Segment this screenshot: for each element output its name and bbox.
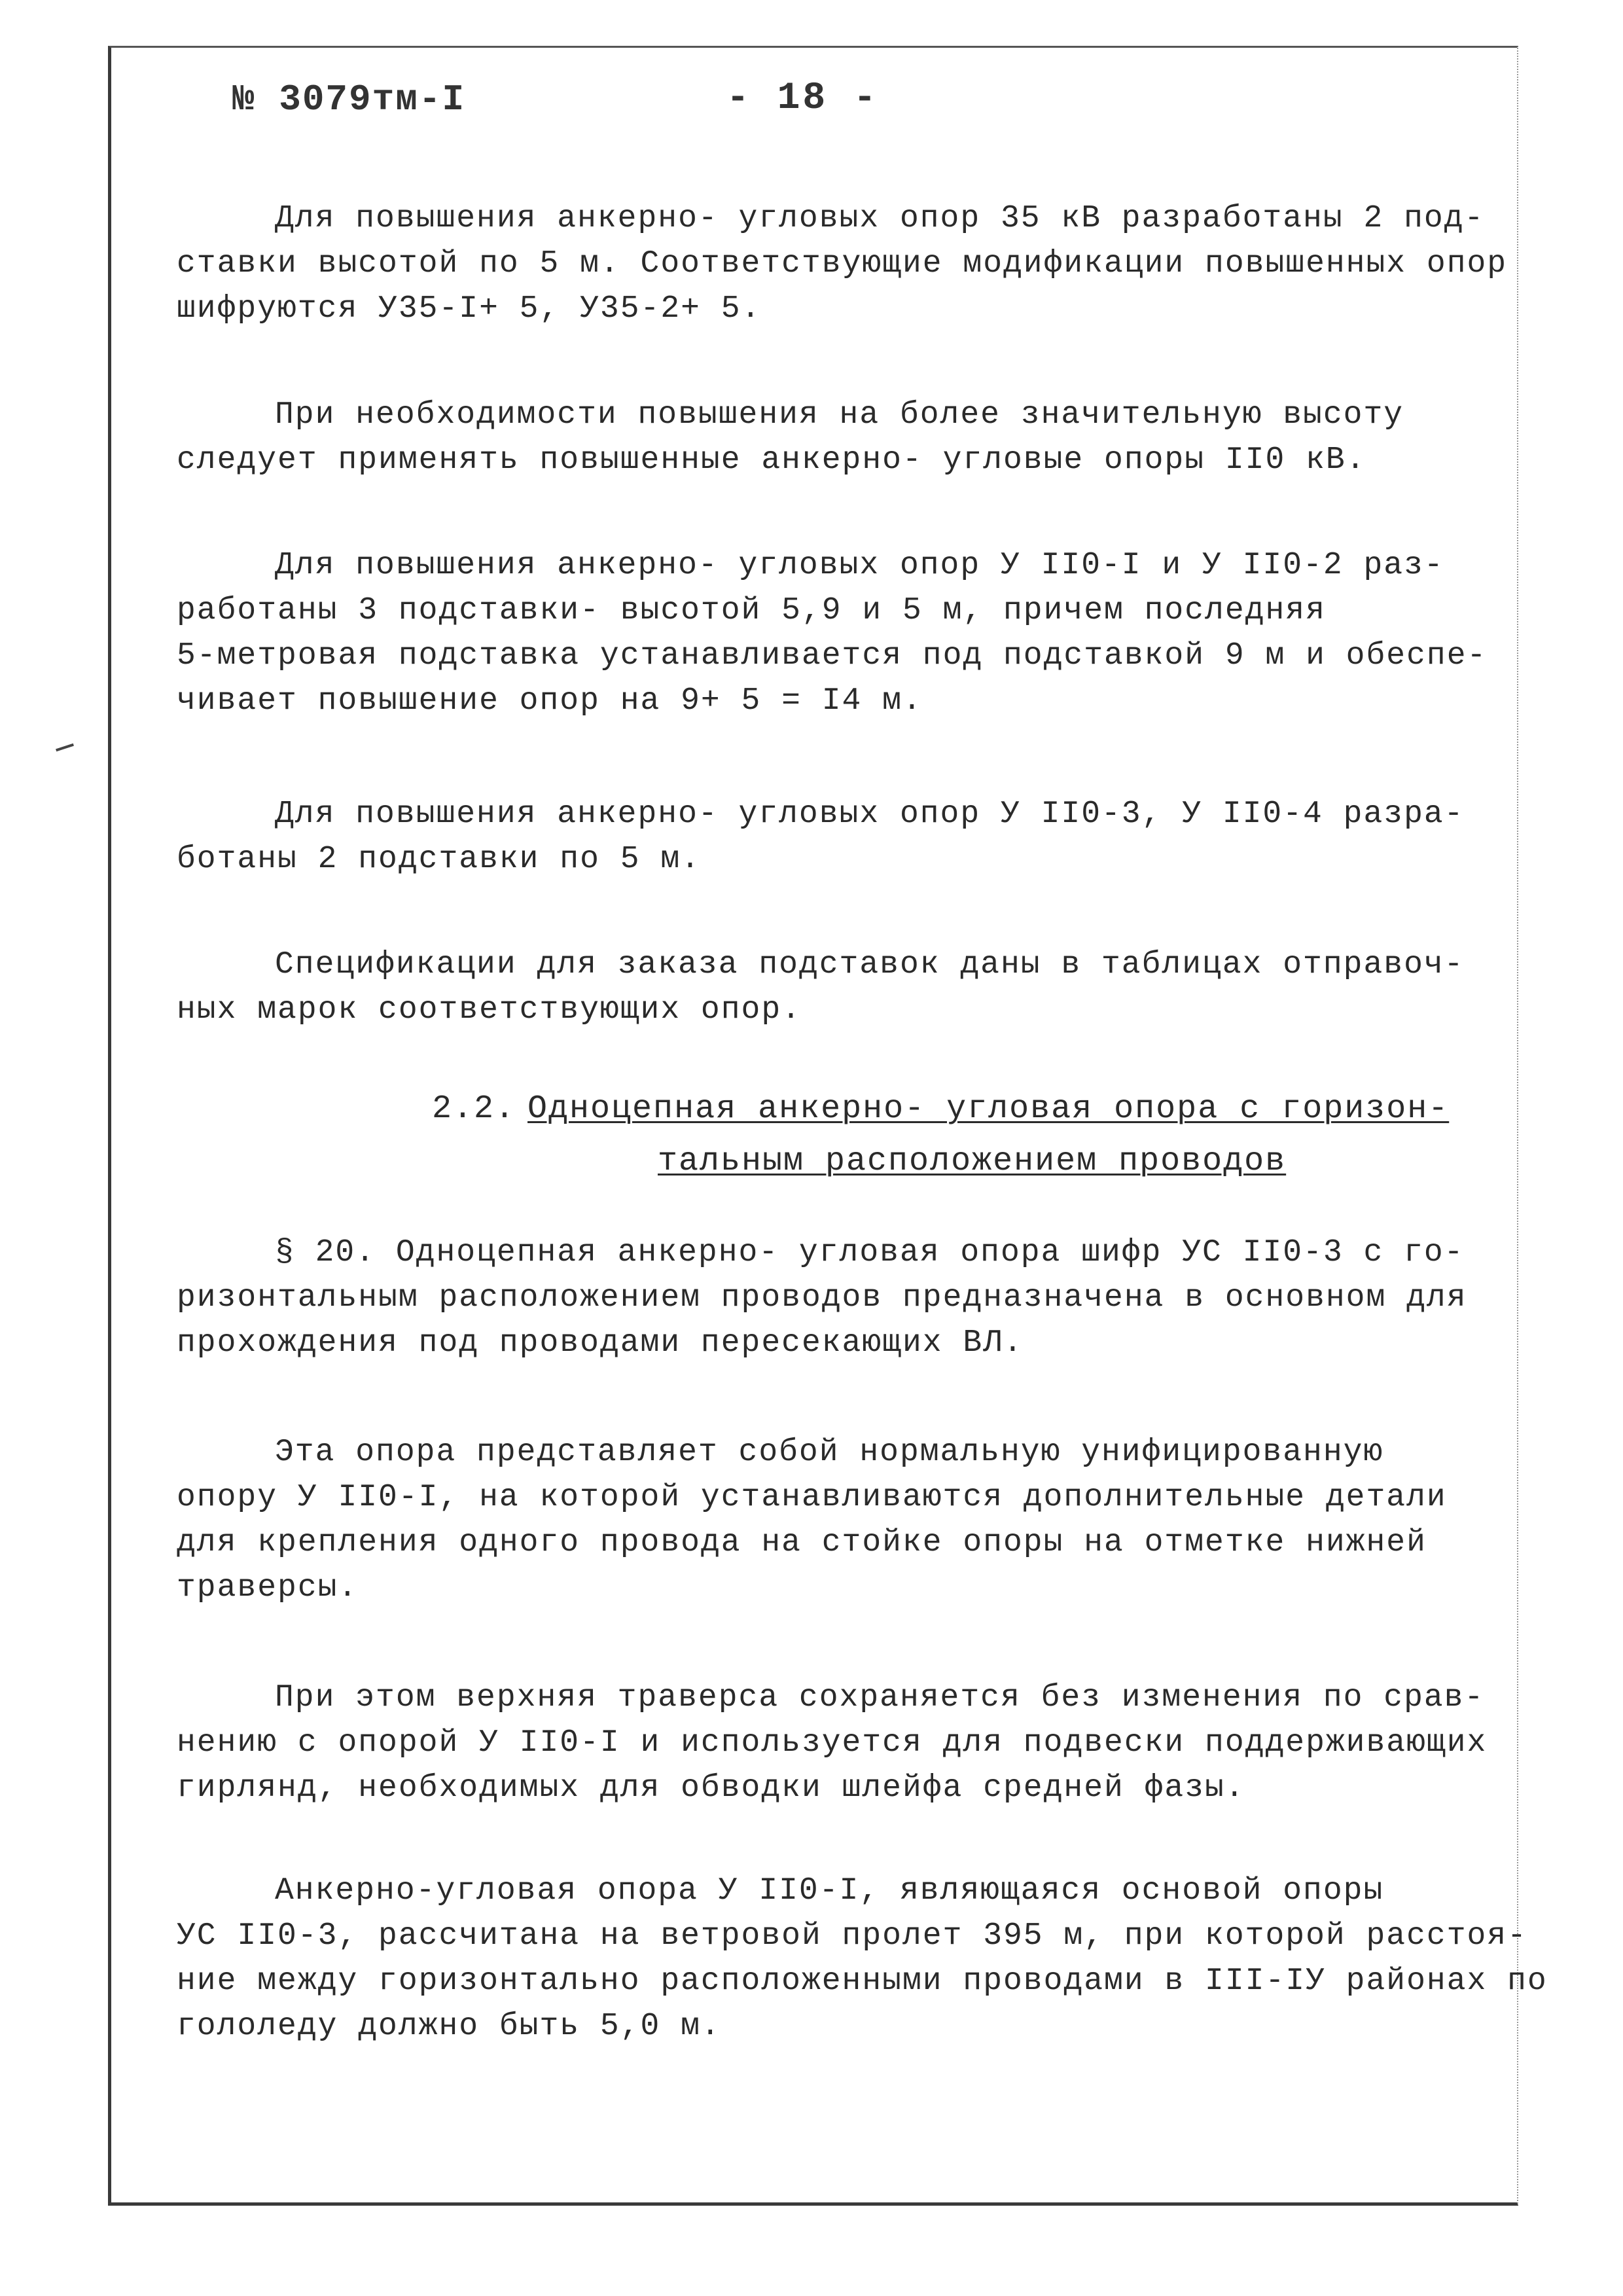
text-line: ризонтальным расположением проводов предназначена в основном для: [177, 1280, 1467, 1316]
text-line: Спецификации для заказа подставок даны в таблицах отправоч-: [275, 947, 1465, 982]
text-line: Для повышения анкерно- угловых опор У II0-I и У II0-2 раз-: [275, 548, 1444, 583]
text-line: ных марок соответствующих опор.: [177, 992, 802, 1028]
text-line: Эта опора представляет собой нормальную унифицированную: [275, 1435, 1384, 1470]
paragraph: [177, 1230, 1479, 1366]
paragraph: [177, 1430, 1479, 1611]
section-heading: [432, 1083, 1449, 1188]
paragraph: [177, 792, 1479, 882]
text-line: ботаны 2 подставки по 5 м.: [177, 842, 701, 877]
section-title-line1: Одноцепная анкерно- угловая опора с горизон-: [527, 1090, 1450, 1128]
paragraph: [177, 942, 1479, 1033]
paragraph: [177, 196, 1508, 332]
text-line: опору У II0-I, на которой устанавливаются дополнительные детали: [177, 1480, 1447, 1515]
text-line: ставки высотой по 5 м. Соответствующие модификации повышенных опор: [177, 246, 1508, 281]
text-line: прохождения под проводами пересекающих ВЛ.: [177, 1325, 1024, 1361]
text-line: УС II0-3, рассчитана на ветровой пролет 395 м, при которой расстоя-: [177, 1918, 1527, 1954]
text-line: 5-метровая подставка устанавливается под подставкой 9 м и обеспе-: [177, 638, 1488, 673]
paragraph: [177, 543, 1488, 724]
text-line: шифруются У35-I+ 5, У35-2+ 5.: [177, 291, 762, 327]
text-line: работаны 3 подставки- высотой 5,9 и 5 м, причем последняя: [177, 593, 1326, 628]
text-line: для крепления одного провода на стойке опоры на отметке нижней: [177, 1525, 1427, 1560]
text-line: При этом верхняя траверса сохраняется без изменения по срав-: [275, 1680, 1485, 1715]
paragraph: [177, 393, 1479, 483]
text-line: Для повышения анкерно- угловых опор 35 кВ разработаны 2 под-: [275, 201, 1485, 236]
section-number: 2.2.: [432, 1090, 516, 1128]
paragraph: [177, 1869, 1548, 2049]
page-number: - 18 -: [726, 77, 879, 120]
paragraph: [177, 1676, 1488, 1811]
document-code: № 3079тм-I: [232, 79, 466, 120]
text-line: § 20. Одноцепная анкерно- угловая опора шифр УС II0-3 с го-: [275, 1235, 1465, 1270]
text-line: Для повышения анкерно- угловых опор У II0-3, У II0-4 разра-: [275, 797, 1465, 832]
text-line: следует применять повышенные анкерно- угловые опоры II0 кВ.: [177, 442, 1366, 478]
text-line: гололеду должно быть 5,0 м.: [177, 2009, 721, 2044]
text-line: траверсы.: [177, 1570, 359, 1605]
text-line: гирлянд, необходимых для обводки шлейфа средней фазы.: [177, 1770, 1245, 1806]
text-line: чивает повышение опор на 9+ 5 = I4 м.: [177, 683, 923, 719]
text-line: ние между горизонтально расположенными проводами в III-IУ районах по: [177, 1964, 1548, 1999]
margin-mark: [56, 744, 74, 751]
text-line: При необходимости повышения на более значительную высоту: [275, 397, 1404, 433]
text-line: нению с опорой У II0-I и используется для подвески поддерживающих: [177, 1725, 1488, 1761]
text-line: Анкерно-угловая опора У II0-I, являющаяся основой опоры: [275, 1873, 1384, 1909]
section-title-line2: тальным расположением проводов: [658, 1143, 1287, 1180]
